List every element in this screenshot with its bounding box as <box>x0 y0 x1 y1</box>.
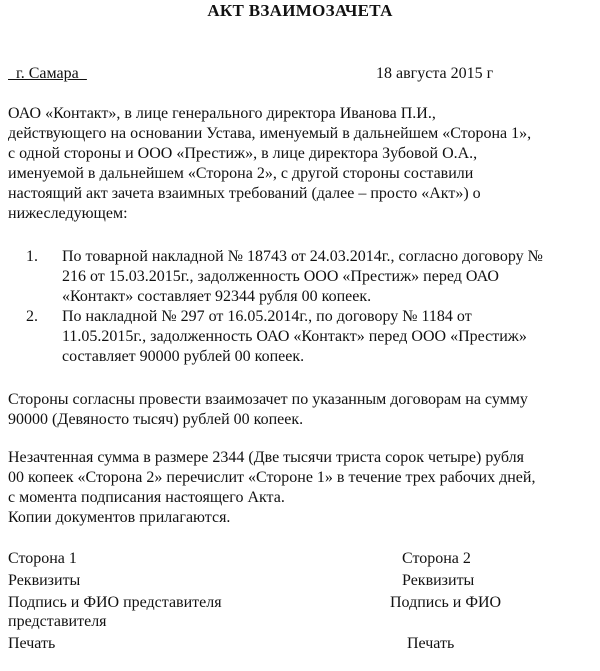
remainder-line: 00 копеек «Сторона 2» перечислит «Стороне 1» в течение трех рабочих дней, <box>8 469 536 486</box>
left-party-label: Сторона 1 <box>8 550 77 567</box>
left-sign-label-cont: представителя <box>8 613 107 630</box>
item-number: 2. <box>26 308 38 325</box>
intro-line: действующего на основании Устава, именуемый в дальнейшем «Сторона 1», <box>8 125 532 142</box>
intro-line: с одной стороны и ООО «Престиж», в лице директора Зубовой О.А., <box>8 145 478 162</box>
intro-line: нижеследующем: <box>8 205 128 222</box>
document-date: 18 августа 2015 г <box>376 65 494 82</box>
intro-paragraph <box>8 104 593 224</box>
remainder-line: Незачтенная сумма в размере 2344 (Две тысячи триста сорок четыре) рубля <box>8 449 524 466</box>
left-stamp-label: Печать <box>8 635 56 652</box>
right-party-label: Сторона 2 <box>402 550 471 567</box>
remainder-line: Копии документов прилагаются. <box>8 509 231 526</box>
list-item <box>8 247 593 307</box>
agreement-line: Стороны согласны провести взаимозачет по указанным договорам на сумму <box>8 391 528 408</box>
item-line: По товарной накладной № 18743 от 24.03.2014г., согласно договору № <box>62 248 543 265</box>
agreement-line: 90000 (Девяносто тысяч) рублей 00 копеек. <box>8 411 304 428</box>
right-stamp-label: Печать <box>407 635 455 652</box>
right-details-label: Реквизиты <box>402 572 475 589</box>
city-text: г. Самара_ <box>8 65 87 82</box>
item-line: По накладной № 297 от 16.05.2014г., по договору № 1184 от <box>62 308 472 325</box>
item-line: 11.05.2015г., задолженность ОАО «Контакт» перед ООО «Престиж» <box>62 328 527 345</box>
left-details-label: Реквизиты <box>8 572 81 589</box>
item-line: 216 от 15.03.2015г., задолженность ООО «Престиж» перед ОАО <box>62 268 499 285</box>
item-line: «Контакт» составляет 92344 рубля 00 копеек. <box>62 288 372 305</box>
items-list <box>8 247 593 367</box>
intro-line: ОАО «Контакт», в лице генерального директора Иванова П.И., <box>8 105 436 122</box>
remainder-paragraph <box>8 448 593 528</box>
remainder-line: с момента подписания настоящего Акта. <box>8 489 285 506</box>
item-line: составляет 90000 рублей 00 копеек. <box>62 348 305 365</box>
intro-line: настоящий акт зачета взаимных требований (далее – просто «Акт») о <box>8 185 481 202</box>
document-city <box>8 64 87 84</box>
item-number: 1. <box>26 248 38 265</box>
agreement-paragraph <box>8 390 593 430</box>
document-title: АКТ ВЗАИМОЗАЧЕТА <box>207 1 393 20</box>
left-sign-label: Подпись и ФИО представителя <box>8 594 222 611</box>
right-sign-label: Подпись и ФИО <box>390 594 502 611</box>
list-item <box>8 307 593 367</box>
intro-line: именуемой в дальнейшем «Сторона 2», с другой стороны составили <box>8 165 474 182</box>
